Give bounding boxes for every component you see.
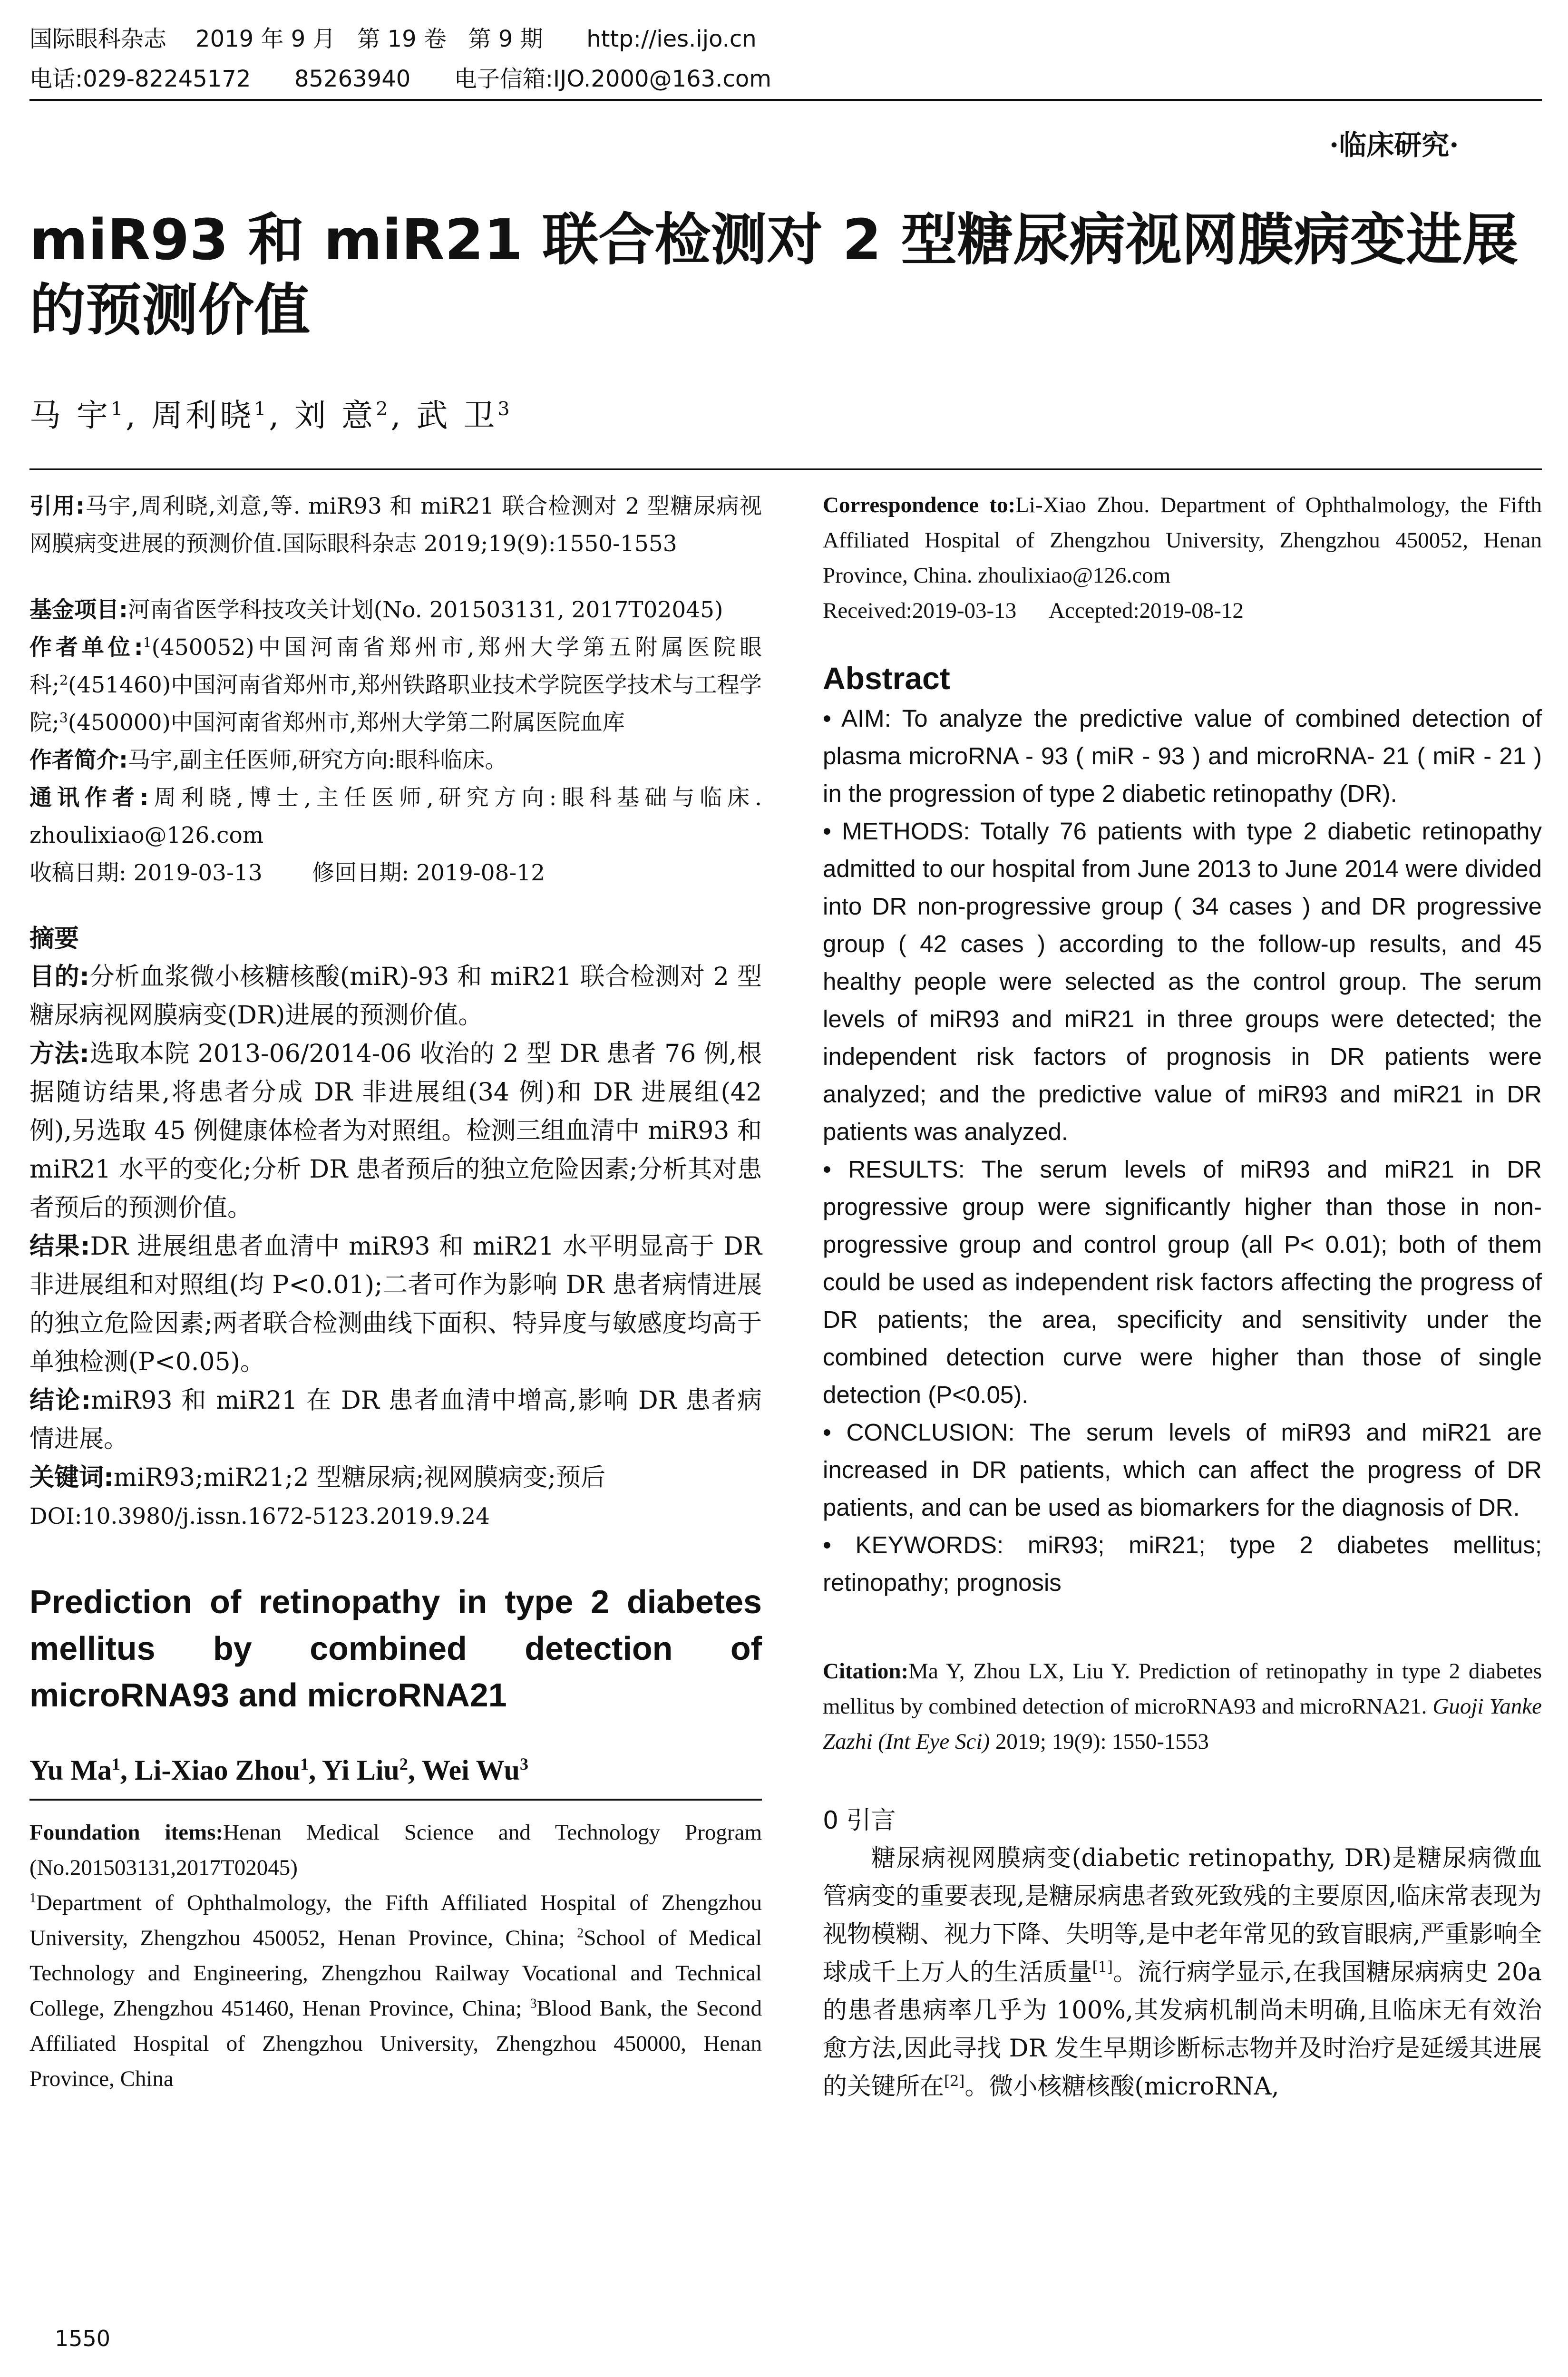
label: 作者单位:	[29, 634, 143, 661]
foundation-text: Henan Medical Science and Technology Program (No.201503131,2017T02045)	[29, 1820, 762, 1880]
citation-cn	[29, 487, 762, 563]
author-name: Li-Xiao Zhou	[134, 1754, 301, 1786]
unit-text: (451460)中国河南省郑州市,郑州铁路职业技术学院医学技术与工程学院;	[29, 672, 762, 736]
journal-header-line-1: 国际眼科杂志 2019 年 9 月 第 19 卷 第 9 期 http://ies.ijo.cn	[29, 26, 757, 52]
label: 通讯作者:	[29, 785, 149, 811]
author-units	[29, 629, 762, 741]
affiliation-mark: 2	[577, 1926, 584, 1941]
doi: DOI:10.3980/j.issn.1672-5123.2019.9.24	[29, 1503, 490, 1529]
authors-english: Yu Ma$^1$, Li-Xiao Zhou$^1$, Yi Liu$^2$, Wei Wu$^3$	[29, 1754, 529, 1786]
label: Correspondence to:	[823, 493, 1016, 517]
reference-mark: [1]	[1092, 1959, 1113, 1976]
abstract-heading-en: Abstract	[823, 661, 950, 696]
header-divider	[29, 99, 1542, 101]
label: • METHODS:	[823, 818, 970, 845]
keywords-en-text: miR93; miR21; type 2 diabetes mellitus; retinopathy; prognosis	[823, 1531, 1542, 1596]
label: Citation:	[823, 1659, 909, 1684]
results-text: DR 进展组患者血清中 miR93 和 miR21 水平明显高于 DR 非进展组和对照组(均 P<0.01);二者可作为影响 DR 患者病情进展的独立危险因素;两者联合检测曲线下面积、特异度与敏感度均高于单独检测(P<0.05)。	[29, 1232, 762, 1376]
authors-chinese: 马 宇$^1$, 周利晓$^1$, 刘 意$^2$, 武 卫$^3$	[29, 397, 513, 434]
author-name: Yi Liu	[322, 1754, 399, 1786]
right-column	[823, 487, 1542, 2106]
citation-en-text: Ma Y, Zhou LX, Liu Y. Prediction of retinopathy in type 2 diabetes mellitus by combined detection of microRNA93 and microRNA21.	[823, 1659, 1542, 1719]
foundation-items	[29, 1815, 762, 1885]
abstract-conclusion	[29, 1382, 762, 1459]
affiliation-text: School of Medical Technology and Engineering, Zhengzhou Railway Vocational and Technical College, Zhengzhou 451460, Henan Province, China;	[29, 1926, 762, 2021]
affiliation-mark: 1	[143, 634, 152, 651]
keywords-text: miR93;miR21;2 型糖尿病;视网膜病变;预后	[113, 1463, 606, 1492]
page-number: 1550	[55, 2326, 111, 2351]
intro-heading: 0 引言	[823, 1806, 896, 1835]
author-affiliation-mark: 1	[300, 1754, 309, 1773]
correspondence-en	[823, 487, 1542, 593]
title-divider	[29, 468, 1542, 470]
affiliation-mark: 1	[29, 1890, 37, 1906]
citation-en-text: 2019; 19(9): 1550-1553	[990, 1729, 1209, 1754]
label: 结果:	[29, 1232, 90, 1261]
author-name: 周利晓	[151, 397, 254, 434]
results-en-text: The serum levels of miR93 and miR21 in DR progressive group were significantly higher than those in non-progressive group and control group (all P< 0.01); both of them could be used as independent risk factors affecting the progress of DR patients; the area, specificity and sensitivity under the combined detection curve were higher than those of single detection (P<0.05).	[823, 1156, 1542, 1408]
corresponding-text: 周利晓,博士,主任医师,研究方向:眼科基础与临床. zhoulixiao@126.com	[29, 785, 762, 848]
abstract-en-results	[823, 1150, 1542, 1413]
label: 目的:	[29, 963, 90, 991]
keywords-cn	[29, 1459, 762, 1497]
abstract-aim	[29, 958, 762, 1035]
journal-name: Guoji Yanke Zazhi (Int Eye Sci)	[823, 1694, 1542, 1754]
label: • CONCLUSION:	[823, 1419, 1015, 1446]
label: 方法:	[29, 1040, 89, 1068]
keywords-en	[823, 1526, 1542, 1601]
author-name: Yu Ma	[29, 1754, 112, 1786]
unit-text: (450052)中国河南省郑州市,郑州大学第五附属医院眼科;	[29, 634, 762, 698]
reference-mark: [2]	[944, 2073, 965, 2090]
label: 结论:	[29, 1386, 91, 1415]
english-authors-divider	[29, 1799, 762, 1801]
author-affiliation-mark: 2	[376, 398, 391, 420]
abstract-heading-cn: 摘要	[29, 925, 79, 953]
english-title: Prediction of retinopathy in type 2 diabetes mellitus by combined detection of microRNA93 and microRNA21	[29, 1583, 762, 1714]
affiliation-mark: 2	[59, 672, 68, 688]
conclusion-en-text: The serum levels of miR93 and miR21 are increased in DR patients, which can affect the progress of DR patients, and can be used as biomarkers for the diagnosis of DR.	[823, 1419, 1542, 1521]
label: • KEYWORDS:	[823, 1531, 1004, 1559]
label: Foundation items:	[29, 1820, 224, 1845]
author-bio	[29, 741, 762, 779]
abstract-en-aim	[823, 700, 1542, 812]
fund-info	[29, 591, 762, 629]
label: 作者简介:	[29, 747, 128, 773]
conclusion-text: miR93 和 miR21 在 DR 患者血清中增高,影响 DR 患者病情进展。	[29, 1386, 762, 1453]
abstract-en-methods	[823, 812, 1542, 1150]
intro-text: 。流行病学显示,在我国糖尿病病史 20a 的患者患病率几乎为 100%,其发病机制尚未明确,且临床无有效治愈方法,因此寻找 DR 发生早期诊断标志物并及时治疗是延缓其进展的关键所在	[823, 1958, 1542, 2101]
paper-title: miR93 和 miR21 联合检测对 2 型糖尿病视网膜病变进展的预测价值	[29, 207, 1519, 343]
author-affiliation-mark: 2	[399, 1754, 408, 1773]
label: 引用:	[29, 493, 85, 519]
intro-text: 糖尿病视网膜病变(diabetic retinopathy, DR)是糖尿病微血管病变的重要表现,是糖尿病患者致死致残的主要原因,临床常表现为视物模糊、视力下降、失明等,是中老年常见的致盲眼病,严重影响全球成千上万人的生活质量	[823, 1844, 1542, 1987]
author-name: 武 卫	[416, 397, 498, 434]
abstract-en-conclusion	[823, 1413, 1542, 1526]
abstract-en	[823, 700, 1542, 1601]
left-column	[29, 487, 762, 2096]
section-tag: ·临床研究·	[1329, 129, 1459, 161]
abstract-methods	[29, 1035, 762, 1227]
author-affiliation-mark: 1	[111, 1754, 120, 1773]
label: • RESULTS:	[823, 1156, 965, 1183]
dates-cn: 收稿日期: 2019-03-13 修回日期: 2019-08-12	[29, 860, 545, 886]
citation-cn-text: 马宇,周利晓,刘意,等. miR93 和 miR21 联合检测对 2 型糖尿病视网膜病变进展的预测价值.国际眼科杂志 2019;19(9):1550-1553	[29, 493, 762, 557]
abstract-results	[29, 1227, 762, 1382]
aim-text: 分析血浆微小核糖核酸(miR)-93 和 miR21 联合检测对 2 型糖尿病视网膜病变(DR)进展的预测价值。	[29, 963, 762, 1030]
bio-text: 马宇,副主任医师,研究方向:眼科临床。	[127, 747, 507, 773]
label: 关键词:	[29, 1463, 114, 1492]
label: • AIM:	[823, 705, 891, 732]
corresponding-author	[29, 779, 762, 854]
affiliations	[29, 1885, 762, 2096]
intro-text: 。微小核糖核酸(microRNA,	[964, 2073, 1279, 2101]
intro-paragraph	[823, 1840, 1542, 2106]
methods-en-text: Totally 76 patients with type 2 diabetic retinopathy admitted to our hospital from June 2013 to June 2014 were divided into DR non-progressive group ( 34 cases ) and DR progressive group ( 42 cases ) according to the follow-up results, and 45 healthy people were selected as the control group. The serum levels of miR93 and miR21 in three groups were detected; the independent risk factors of prognosis in DR patients were analyzed; and the predictive value of miR93 and miR21 in DR patients was analyzed.	[823, 818, 1542, 1145]
author-affiliation-mark: 1	[110, 398, 126, 420]
affiliation-mark: 3	[59, 710, 68, 726]
author-affiliation-mark: 3	[497, 398, 513, 420]
abstract-cn	[29, 958, 762, 1536]
author-name: Wei Wu	[421, 1754, 520, 1786]
author-name: 马 宇	[29, 397, 111, 434]
aim-en-text: To analyze the predictive value of combined detection of plasma microRNA - 93 ( miR - 93 ) and microRNA- 21 ( miR - 21 ) in the progression of type 2 diabetic retinopathy (DR).	[823, 705, 1542, 807]
methods-text: 选取本院 2013-06/2014-06 收治的 2 型 DR 患者 76 例,根据随访结果,将患者分成 DR 非进展组(34 例)和 DR 进展组(42 例),另选取 45 例健康体检者为对照组。检测三组血清中 miR93 和 miR21 水平的变化;分析 DR 患者预后的独立危险因素;分析其对患者预后的预测价值。	[29, 1040, 762, 1222]
journal-header-line-2: 电话:029-82245172 85263940 电子信箱:IJO.2000@163.com	[29, 66, 771, 92]
received-accepted: Received:2019-03-13 Accepted:2019-08-12	[823, 598, 1244, 623]
correspondence-text: Li-Xiao Zhou. Department of Ophthalmology, the Fifth Affiliated Hospital of Zhengzhou University, Zhengzhou 450052, Henan Province, China. zhoulixiao@126.com	[823, 493, 1542, 588]
citation-en	[823, 1654, 1542, 1759]
author-affiliation-mark: 3	[520, 1754, 529, 1773]
author-name: 刘 意	[294, 397, 376, 434]
affiliation-text: Blood Bank, the Second Affiliated Hospital of Zhengzhou University, Zhengzhou 450000, Henan Province, China	[29, 1996, 762, 2091]
affiliation-text: Department of Ophthalmology, the Fifth Affiliated Hospital of Zhengzhou University, Zhengzhou 450052, Henan Province, China;	[29, 1890, 762, 1950]
fund-text: 河南省医学科技攻关计划(No. 201503131, 2017T02045)	[127, 597, 723, 623]
unit-text: (450000)中国河南省郑州市,郑州大学第二附属医院血库	[68, 710, 625, 736]
label: 基金项目:	[29, 597, 128, 623]
author-affiliation-mark: 1	[254, 398, 269, 420]
foundation-affiliations	[29, 1815, 762, 2096]
affiliation-mark: 3	[530, 1996, 537, 2011]
